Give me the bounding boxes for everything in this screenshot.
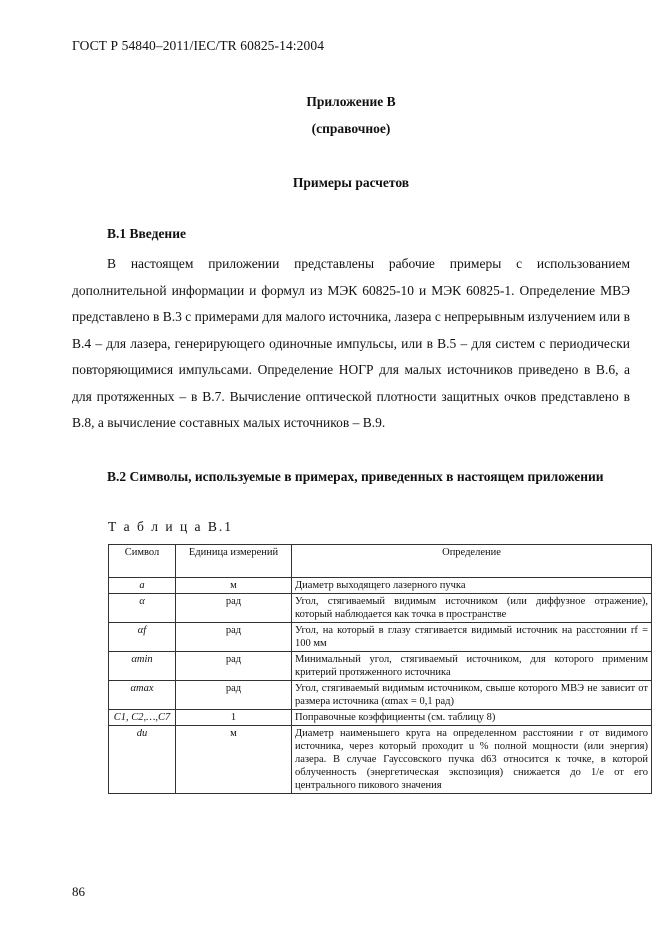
symbols-table	[108, 544, 652, 794]
definition-cell: Угол, стягиваемый видимым источником, свыше которого МВЭ не зависит от размера источника (αmax = 0,1 рад)	[292, 681, 652, 710]
appendix-heading: Примеры расчетов	[292, 175, 410, 190]
header-symbol: Символ	[109, 545, 176, 578]
unit-cell: рад	[176, 623, 292, 652]
table-row	[109, 623, 652, 652]
unit-cell: рад	[176, 594, 292, 623]
symbol-cell: αmin	[109, 652, 176, 681]
table-row	[109, 594, 652, 623]
definition-cell: Диаметр выходящего лазерного пучка	[292, 578, 652, 594]
document-header: ГОСТ Р 54840–2011/IEC/TR 60825-14:2004	[72, 38, 325, 53]
page-number: 86	[72, 884, 85, 899]
section-b2-title: В.2 Символы, используемые в примерах, приведенных в настоящем приложении	[107, 469, 604, 484]
table-row	[109, 726, 652, 794]
header-definition: Определение	[292, 545, 652, 578]
unit-cell: рад	[176, 681, 292, 710]
table-row	[109, 681, 652, 710]
symbol-cell: du	[109, 726, 176, 794]
unit-cell: рад	[176, 652, 292, 681]
section-b1-text: В настоящем приложении представлены рабочие примеры с использованием дополнительной информации и формул из МЭК 60825-10 и МЭК 60825-1. Определение МВЭ представлено в В.3 с примерами для малого источника, лазера с непрерывным излучением или в В.4 – для лазера, генерирующего одиночные импульсы, или в В.5 – для систем с периодически повторяющимися импульсами. Определение НОГР для малых источников приведено в В.6, а для протяженных – в В.7. Вычисление оптической плотности защитных очков представлено в В.8, а вычисление составных малых источников – В.9.	[72, 256, 630, 430]
table-row	[109, 578, 652, 594]
appendix-subtitle: (справочное)	[311, 121, 391, 136]
symbol-cell: αf	[109, 623, 176, 652]
definition-cell: Поправочные коэффициенты (см. таблицу 8)	[292, 710, 652, 726]
definition-cell: Минимальный угол, стягиваемый источником, для которого применим критерий протяженного источника	[292, 652, 652, 681]
definition-cell: Угол, на который в глазу стягивается видимый источник на расстоянии rf = 100 мм	[292, 623, 652, 652]
symbol-cell: α	[109, 594, 176, 623]
symbol-cell: C1, C2,…,C7	[109, 710, 176, 726]
symbol-cell: a	[109, 578, 176, 594]
table-header-row	[109, 545, 652, 578]
definition-cell: Угол, стягиваемый видимым источником (или диффузное отражение), который наблюдается как точка в пространстве	[292, 594, 652, 623]
section-b2-title-block	[72, 464, 630, 491]
section-b1-paragraph	[72, 251, 630, 437]
unit-cell: м	[176, 578, 292, 594]
symbol-cell: αmax	[109, 681, 176, 710]
section-b1-title: В.1 Введение	[107, 226, 186, 241]
unit-cell: м	[176, 726, 292, 794]
header-unit: Единица измерений	[176, 545, 292, 578]
unit-cell: 1	[176, 710, 292, 726]
table-caption: Т а б л и ц а В.1	[108, 519, 234, 534]
table-row	[109, 652, 652, 681]
table-row	[109, 710, 652, 726]
definition-cell: Диаметр наименьшего круга на определенном расстоянии r от видимого источника, через который проходит u % полной мощности (или энергия) лазера. В случае Гауссовского пучка d63 относится к точке, в которой облученность (энергетическая экспозиция) снижается до 1/e от его центрального пикового значения	[292, 726, 652, 794]
appendix-title: Приложение В	[306, 94, 396, 109]
